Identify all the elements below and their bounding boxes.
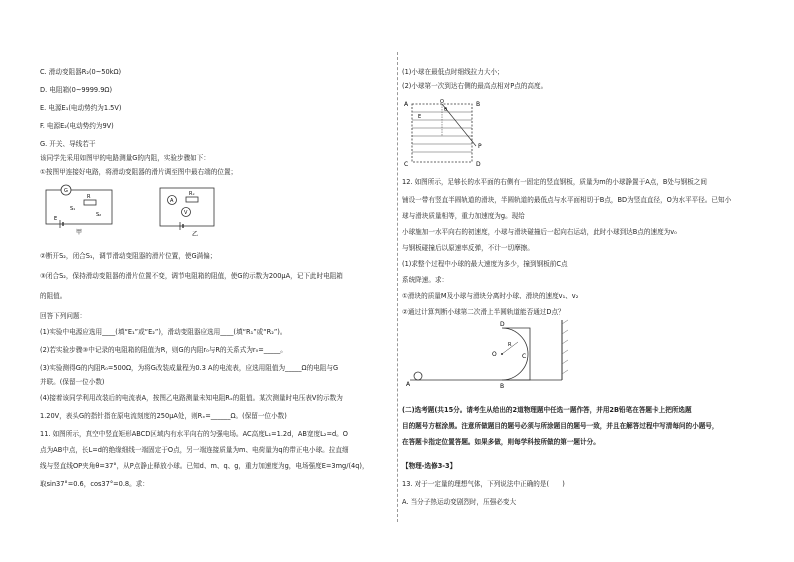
text-line: 11. 如图所示，真空中竖直矩形ABCD区域内有水平向右的匀强电场。AC高度L₁=1.2d，AB宽度L₂=d。O xyxy=(40,430,348,438)
text-line: (1)小球在最低点时细线拉力大小； xyxy=(402,68,504,76)
text-line: 小球施加一水平向右的初速度，小球与滑块碰撞后一起向右运动，此时小球到达B点的速度为v₀ xyxy=(402,228,677,236)
text-line: (1)求整个过程中小球的最大速度为多少，撞到钢板前C点 xyxy=(402,260,568,268)
text-line: ②断开S₂，闭合S₁，调节滑动变阻器的滑片位置，使G满偏； xyxy=(40,252,217,260)
circuit-figure-jia xyxy=(40,180,120,236)
figure-caption: 乙 xyxy=(192,231,199,238)
text-line: 系统降速。求： xyxy=(402,276,449,284)
source-label: E xyxy=(54,216,58,222)
section-heading: 【物理-选修3-3】 xyxy=(402,462,457,470)
text-line: 在答题卡指定位置答题。如果多做，则每学科按所做的第一题计分。 xyxy=(402,438,600,446)
text-line: ③闭合S₂，保持滑动变阻器的滑片位置不变，调节电阻箱的阻值，使G的示数为200μA，记下此时电阻箱 xyxy=(40,272,343,280)
section-heading: (二)选考题(共15分。请考生从给出的2道物理题中任选一题作答，并用2B铅笔在答题卡上把所选题 xyxy=(402,406,692,414)
text-line: 目的题号方框涂黑。注意所做题目的题号必须与所涂题目的题号一致，并且在解答过程中写清每问的小题号， xyxy=(402,422,719,430)
text-line: 的阻值。 xyxy=(40,292,67,300)
point-label: A xyxy=(406,381,411,388)
circuit-figure-yi xyxy=(152,182,222,238)
text-line: 球与滑块质量相等，重力加速度为g。现给 xyxy=(402,212,525,220)
point-label: B xyxy=(500,383,505,388)
galvanometer-label: G xyxy=(64,188,68,194)
vertex-label: A xyxy=(404,101,409,108)
text-line: 1.20V，表头G的指针指在原电流刻度的250μA处，则Rₓ=______Ω。(保留一位小数) xyxy=(40,412,287,420)
text-line: A. 当分子热运动变剧烈时，压强必变大 xyxy=(402,498,517,506)
text-line: C. 滑动变阻器R₂(0~50kΩ) xyxy=(40,68,122,76)
figure-caption: 甲 xyxy=(76,229,83,236)
text-line: F. 电源E₂(电动势约为9V) xyxy=(40,122,114,130)
text-line: ①滑块的质量M及小球与滑块分离时小球、滑块的速度v₁、v₂ xyxy=(402,292,579,300)
text-line: 线与竖直线OP夹角θ=37°，从P点静止释放小球。已知d、m、q、g，重力加速度为g，电场强度E=3mg/(4q)， xyxy=(40,462,369,470)
text-line: ①按图甲连接好电路，将滑动变阻器的滑片调至图中最右端的位置； xyxy=(40,168,238,176)
text-line: 取sin37°=0.6，cos37°=0.8。求： xyxy=(40,480,149,488)
text-line: (4)接着该同学利用改装后的电流表A，按图乙电路测量未知电阻Rₓ的阻值。某次测量时电压表V的示数为 xyxy=(40,394,343,402)
point-label: P xyxy=(478,143,482,150)
resistor-label: R xyxy=(87,194,91,200)
vertex-label: C xyxy=(404,161,409,168)
text-line: E. 电源E₁(电动势约为1.5V) xyxy=(40,104,122,112)
text-line: G. 开关、导线若干 xyxy=(40,140,96,148)
text-line: 13. 对于一定量的理想气体，下列说法中正确的是( ) xyxy=(402,480,565,488)
text-line: 12. 如图所示，足够长的水平面的右侧有一固定的竖直钢板，质量为m的小球静置于A点，B处与钢板之间 xyxy=(402,178,707,186)
text-line: D. 电阻箱(0~9999.9Ω) xyxy=(40,86,113,94)
vertex-label: B xyxy=(476,101,481,108)
column-divider xyxy=(397,52,398,522)
text-line: 该同学先采用如图甲的电路测量G的内阻，实验步骤如下： xyxy=(40,154,210,162)
resistor-label: Rₓ xyxy=(189,191,195,197)
vertex-label: D xyxy=(476,161,481,168)
point-label: O xyxy=(440,99,444,105)
field-label: E xyxy=(418,114,422,120)
text-line: (1)实验中电源应选用____(填“E₁”或“E₂”)，滑动变阻器应选用____(填“R₁”或“R₂”)。 xyxy=(40,328,287,336)
switch-label: S₂ xyxy=(96,212,102,218)
ammeter-label: A xyxy=(170,198,174,204)
text-line: (2)若实验步骤③中记录的电阻箱的阻值为R，则G的内阻r₀与R的关系式为r₀=_____。 xyxy=(40,346,287,354)
point-label: D xyxy=(500,321,505,328)
text-line: ②通过计算判断小球第二次滑上半圆轨道能否通过D点？ xyxy=(402,308,565,316)
text-line: 与钢板碰撞后以原速率反弹，不计一切摩擦。 xyxy=(402,244,534,252)
angle-label: θ xyxy=(444,107,448,113)
text-line: 铺设一带有竖直半圆轨道的滑块，半圆轨道的最低点与水平面相切于B点，BD为竖直直径，O为水平平径。已知小 xyxy=(402,196,732,204)
text-line: (2)小球第一次到达右侧的最高点相对P点的高度。 xyxy=(402,82,548,90)
text-line: (3)实验测得G的内阻R₀=500Ω，为将G改装成量程为0.3 A的电流表，应选用阻值为_____Ω的电阻与G xyxy=(40,364,339,372)
text-line: 回答下列问题： xyxy=(40,312,87,320)
switch-label: S₁ xyxy=(70,206,76,212)
text-line: 并联。(保留一位小数) xyxy=(40,378,105,386)
radius-label: R xyxy=(508,342,512,348)
text-line: 点为AB中点，长L=d的绝缘细线一端固定于O点，另一端连接质量为m、电荷量为q的带正电小球。拉直细 xyxy=(40,446,349,454)
voltmeter-label: V xyxy=(184,210,188,216)
track-figure xyxy=(402,318,570,388)
center-label: O xyxy=(492,351,497,358)
point-label: C xyxy=(522,353,527,360)
field-figure xyxy=(402,96,494,168)
